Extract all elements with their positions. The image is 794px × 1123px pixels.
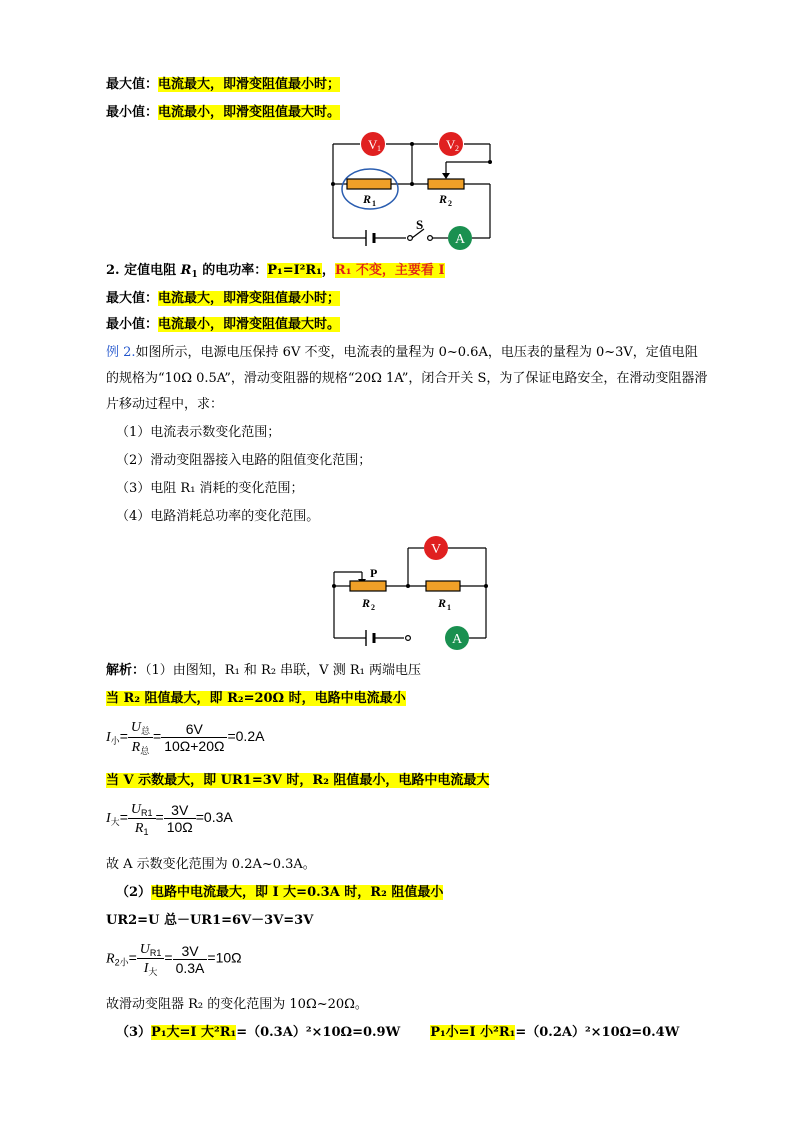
svg-text:V: V [446,137,456,152]
formula-1: $I_小=$ $\frac{U_总}{R_总}$ = $\frac{6V}{10\Omega+20\Omega}$ =0.2A [106,720,265,756]
f1-den: R [131,740,141,755]
min-text-2: 电流最小，即滑变阻值最大时。 [158,317,341,332]
f3-num-sub: R1 [149,948,162,958]
power-note: R₁ 不变，主要看 I [334,263,445,278]
formula-2: $I_大=$ $\frac{U_{R1}}{R_1}$ = $\frac{3V}{10\Omega}$ =0.3A [106,802,233,837]
voltmeter-v1-icon [361,132,385,156]
min-value-line-2 [106,316,340,334]
f2-lhs: I [106,811,111,827]
f1-num2: 6V [161,721,227,738]
rheostat-r2-icon [428,179,464,189]
max-label: 最大值： [106,77,159,92]
svg-text:2: 2 [455,144,459,153]
f1-num: U [130,720,141,735]
f2-frac-a [128,800,156,837]
max-value-line [106,76,340,94]
f1-lhs: I [106,730,111,746]
svg-text:A: A [455,232,466,247]
f2-num-sub: R1 [141,808,153,818]
question-1: （1）电流表示数变化范围； [116,425,281,440]
slider-p-label: P [370,566,378,580]
solution-hl-2 [106,772,489,790]
r1-sub: 1 [372,199,376,208]
f2-den-sub: 1 [143,827,149,837]
f3-frac-b [173,943,208,976]
solution-hl-3-text: 电路中电流最大，即 I 大=0.3A 时，R₂ 阻值最小 [151,885,444,900]
max-label-2: 最大值： [106,291,159,306]
switch-label: S [416,217,424,232]
min-value-line [106,104,340,122]
solution-step-3: UR2=U 总－UR1=6V－3V=3V [106,913,314,928]
f3-den-sub: 大 [148,967,158,977]
r2-label: R [362,596,371,610]
solution-step-1: （1）由图知，R₁ 和 R₂ 串联，V 测 R₁ 两端电压 [145,663,421,678]
ammeter-icon [448,226,472,250]
r2-label: R [439,192,448,206]
max-value-line-2 [106,290,340,308]
svg-text:V: V [431,542,442,557]
f3-den: I [143,961,149,976]
slider-arrow-icon [442,173,450,179]
power-mid: 的电功率： [197,263,268,278]
svg-text:V: V [368,137,378,152]
solution-line-p3 [116,1024,679,1042]
min-label-2: 最小值： [106,317,159,332]
f1-frac-b [161,721,227,754]
example-text-3: 片移动过程中，求： [106,397,224,412]
f1-den-sub: 总 [140,746,150,756]
solution-step-2: 故 A 示数变化范围为 0.2A~0.3A。 [106,857,316,872]
question-4: （4）电路消耗总功率的变化范围。 [116,509,320,524]
question-2: （2）滑动变阻器接入电路的阻值变化范围； [116,453,372,468]
power-line [106,262,445,284]
f2-den2: 10Ω [166,819,193,835]
voltmeter-icon [424,536,448,560]
p3-prefix: （3） [116,1025,152,1040]
f2-num2: 3V [164,802,196,819]
f3-den2: 0.3A [175,959,205,976]
example-line-1 [106,344,698,362]
f2-den: R [134,821,144,836]
power-sep: ， [321,263,335,278]
example-text-1: 如图所示，电源电压保持 6V 不变，电流表的量程为 0~0.6A，电压表的量程为 0~3V，定值电阻 [135,345,698,360]
r1-label: R [363,192,372,206]
f3-lhs: R [106,951,115,967]
rheostat-r2-icon [350,581,386,591]
f1-frac-a [128,718,153,757]
p3-max-formula: P₁大=I 大²R₁ [151,1025,237,1040]
f2-lhs-sub: 大 [110,817,120,828]
solution-label: 解析： [106,663,146,678]
formula-3: $R_{2小}=$ $\frac{U_{R1}}{I_大}$ = $\frac{3V}{0.3A}$ =10Ω [106,942,242,977]
r2-sub: 2 [448,199,452,208]
p3-min-result: =（0.2A）²×10Ω=0.4W [515,1025,680,1040]
example-text-2: 的规格为“10Ω 0.5A”，滑动变阻器的规格“20Ω 1A”，闭合开关 S，为了保证电路安全，在滑动变阻器滑 [106,371,708,386]
power-formula: P₁=I²R₁ [267,263,322,278]
f3-frac-a [137,940,165,978]
solution-hl-2-text: 当 V 示数最大，即 UR1=3V 时，R₂ 阻值最小，电路中电流最大 [106,773,490,788]
f1-lhs-sub: 小 [110,736,120,747]
p3-max-result: =（0.3A）²×10Ω=0.9W [236,1025,401,1040]
f2-result: =0.3A [195,809,233,826]
svg-text:A: A [452,632,463,647]
resistor-r1-icon [347,179,391,189]
p2-prefix: （2） [116,885,152,900]
solution-hl-1 [106,690,406,708]
p3-min-formula: P₁小=I 小²R₁ [430,1025,516,1040]
question-3: （3）电阻 R₁ 消耗的变化范围； [116,481,304,496]
ammeter-icon [445,626,469,650]
svg-text:1: 1 [377,144,381,153]
solution-line-1 [106,662,421,680]
f1-den2: 10Ω+20Ω [164,738,225,754]
solution-hl-1-text: 当 R₂ 阻值最大，即 R₂=20Ω 时，电路中电流最小 [106,691,406,706]
min-label: 最小值： [106,105,159,120]
f2-num: U [130,802,141,817]
resistor-r1-icon [426,581,460,591]
solution-step-4: 故滑动变阻器 R₂ 的变化范围为 10Ω~20Ω。 [106,997,368,1012]
r1-label: R [438,596,447,610]
f3-num: U [139,942,150,957]
example-label: 例 2. [106,345,136,360]
power-prefix: 2. 定值电阻 [106,263,181,278]
solution-line-p2 [116,884,443,902]
f1-result: =0.2A [227,728,265,745]
r1-sub: 1 [447,603,451,612]
f3-result: =10Ω [207,949,242,966]
max-text: 电流最大，即滑变阻值最小时； [158,77,341,92]
f1-num-sub: 总 [141,726,151,736]
f3-num2: 3V [173,943,208,960]
min-text: 电流最小，即滑变阻值最大时。 [158,105,341,120]
power-r-sub: 1 [191,270,198,280]
f3-lhs-sub: 2小 [114,957,129,968]
power-r: R [180,263,192,278]
f2-frac-b [164,802,196,835]
circuit-diagram-2 [326,532,496,656]
voltmeter-v2-icon [439,132,463,156]
r2-sub: 2 [371,603,375,612]
max-text-2: 电流最大，即滑变阻值最小时； [158,291,341,306]
circuit-diagram-1 [320,126,500,254]
